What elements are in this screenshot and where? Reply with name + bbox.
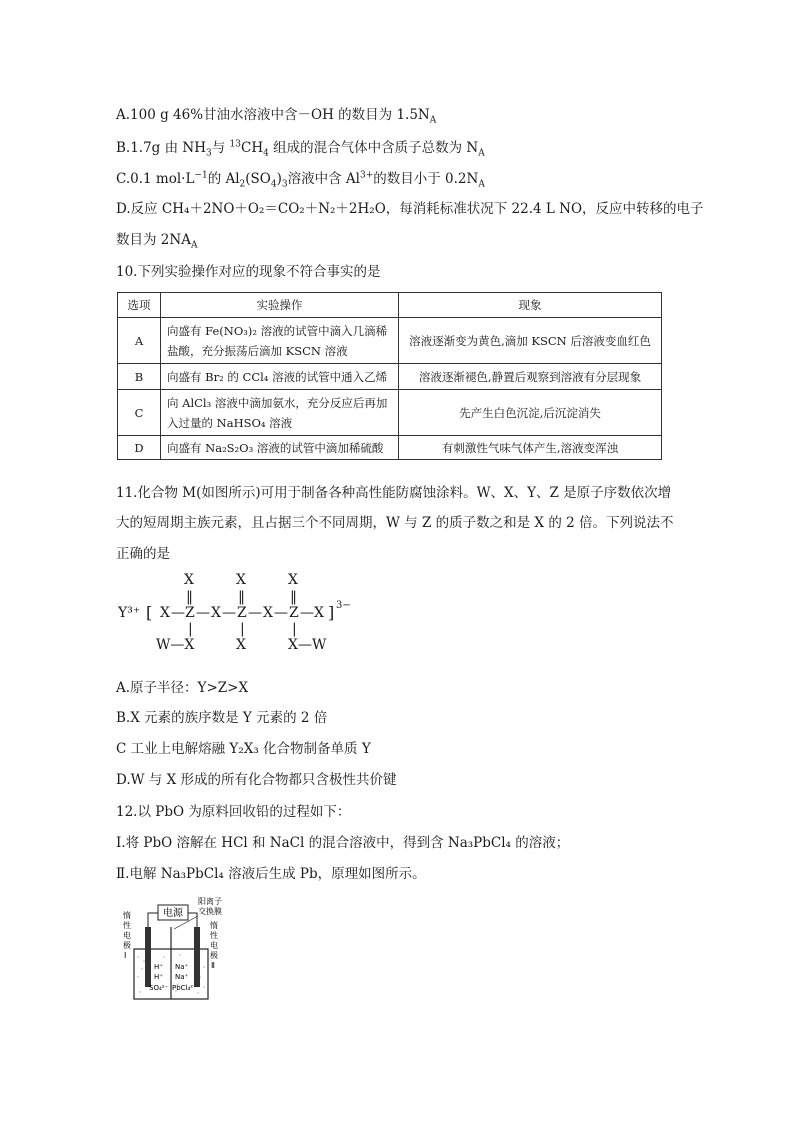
- left-label-char: Ⅰ: [124, 951, 127, 960]
- subscript: A: [478, 179, 485, 190]
- subscript: 2: [239, 179, 246, 190]
- double-bond-1: ‖: [186, 589, 193, 605]
- experiment-table: [117, 292, 662, 460]
- wire-right: [188, 913, 197, 927]
- row-option: B: [118, 364, 161, 390]
- single-bond-1: |: [188, 621, 193, 637]
- ion-label: H⁺: [154, 963, 163, 971]
- electrode-i: [145, 927, 151, 987]
- single-bond-2: |: [240, 621, 245, 637]
- chain-bond: —: [171, 605, 185, 621]
- q12-stem: [116, 800, 350, 820]
- header-phenomenon: 现象: [399, 293, 662, 318]
- text: D.W 与 X 形成的所有化合物都只含极性共价键: [116, 772, 397, 788]
- bottom-w-x: W—X: [156, 637, 195, 653]
- chain-bond: —: [196, 605, 210, 621]
- text: A.原子半径：Y>Z>X: [116, 680, 249, 696]
- membrane-label-2: 交换膜: [198, 907, 222, 916]
- row-option: D: [118, 436, 161, 460]
- row-phenomenon: 有刺激性气味气体产生,溶液变浑浊: [399, 436, 662, 460]
- electrolysis-figure: [118, 897, 228, 1002]
- row-phenomenon: 先产生白色沉淀,后沉淀消失: [399, 390, 662, 436]
- q11-option-a: [116, 676, 248, 696]
- subscript: 3: [281, 179, 288, 190]
- bottom-x-w: X—W: [288, 637, 327, 653]
- left-label-char: 惰: [123, 911, 131, 920]
- text: 组成的混合气体中含质子总数为 N: [268, 140, 479, 156]
- chain-z-1: Z: [185, 605, 195, 621]
- row-phenomenon: 溶液逐渐变为黄色,滴加 KSCN 后溶液变血红色: [399, 318, 662, 364]
- text: (SO: [245, 171, 271, 187]
- left-label-char: 极: [123, 941, 131, 950]
- text: 11.化合物 M(如图所示)可用于制备各种高性能防腐蚀涂料。W、X、Y、Z 是原子序数依次增: [116, 485, 672, 501]
- electrolysis-diagram: [118, 897, 228, 1002]
- q11-stem-line2: [116, 511, 674, 531]
- q12-step1: [116, 831, 569, 851]
- header-operation: 实验操作: [161, 293, 399, 318]
- text: Ⅰ.将 PbO 溶解在 HCl 和 NaCl 的混合溶液中，得到含 Na₃PbCl₄ 的溶液；: [116, 835, 570, 851]
- compound-m-structure: [118, 570, 358, 656]
- table-row: [118, 364, 662, 390]
- electrode-ii: [194, 927, 200, 987]
- right-label-char: Ⅱ: [211, 961, 215, 970]
- power-label: 电源: [163, 908, 183, 919]
- subscript: A: [478, 148, 485, 159]
- chain-bond: —: [222, 605, 236, 621]
- text: CH: [240, 140, 264, 156]
- q9-option-c: [116, 167, 485, 190]
- membrane-label-1: 阳离子: [198, 897, 222, 906]
- text: ): [276, 171, 282, 187]
- table-row: [118, 390, 662, 436]
- text: 10.下列实验操作对应的现象不符合事实的是: [116, 264, 381, 280]
- chain-z-3: Z: [289, 605, 299, 621]
- header-option: 选项: [118, 293, 161, 318]
- q12-step2: [116, 862, 426, 882]
- q9-option-d-line1: [116, 197, 704, 217]
- charge: 3−: [336, 600, 351, 611]
- wire-left: [148, 913, 158, 927]
- chain-x-3: X: [263, 605, 273, 621]
- q9-option-a: [116, 103, 437, 126]
- row-option: A: [118, 318, 161, 364]
- right-label-char: 惰: [210, 921, 218, 930]
- subscript: A: [429, 115, 437, 126]
- chain-bond: —: [274, 605, 288, 621]
- q10-stem: [116, 260, 380, 280]
- q11-stem-line3: [116, 542, 170, 562]
- text: 数目为 2NA: [116, 232, 191, 248]
- text: C 工业上电解熔融 Y₂X₃ 化合物制备单质 Y: [116, 741, 371, 757]
- double-bond-3: ‖: [290, 589, 297, 605]
- superscript: −1: [194, 170, 208, 181]
- subscript: 3: [206, 148, 212, 159]
- superscript: 3+: [359, 170, 374, 181]
- text: Ⅱ.电解 Na₃PbCl₄ 溶液后生成 Pb，原理如图所示。: [116, 866, 426, 882]
- chain-x-1: X: [160, 605, 170, 621]
- row-option: C: [118, 390, 161, 436]
- close-bracket: ]: [328, 603, 335, 622]
- subscript: 4: [270, 179, 277, 190]
- ion-label: Na⁺: [175, 973, 189, 981]
- q9-option-b: [116, 136, 485, 159]
- bottom-x: X: [236, 637, 246, 653]
- ion-label: SO₄²⁻: [149, 984, 169, 992]
- subscript: A: [190, 240, 198, 251]
- table-header-row: [118, 293, 662, 318]
- table-row: [118, 436, 662, 460]
- left-label-char: 性: [123, 921, 131, 930]
- chain-bond: —: [248, 605, 262, 621]
- ion-label: H⁺: [154, 973, 163, 981]
- text: D.反应 CH₄＋2NO＋O₂＝CO₂＋N₂＋2H₂O，每消耗标准状况下 22.4 L NO，反应中转移的电子: [116, 201, 704, 217]
- ion-label: Na⁺: [175, 963, 189, 971]
- ion-label: PbCl₄²⁻: [172, 984, 197, 992]
- q9-option-d-line2: [116, 228, 198, 251]
- q11-stem-line1: [116, 481, 671, 501]
- top-x-1: X: [184, 572, 194, 588]
- open-bracket: [: [146, 603, 153, 622]
- text: 溶液中含 Al: [287, 171, 360, 187]
- cation-y: Y³⁺: [118, 605, 141, 621]
- row-operation: 向盛有 Br₂ 的 CCl₄ 溶液的试管中通入乙烯: [161, 364, 399, 390]
- row-operation: 向 AlCl₃ 溶液中滴加氨水，充分反应后再加入过量的 NaHSO₄ 溶液: [161, 390, 399, 436]
- text: B.X 元素的族序数是 Y 元素的 2 倍: [116, 710, 328, 726]
- q9-option-a-text: A.100 g 46%甘油水溶液中含－OH 的数目为 1.5N: [116, 107, 430, 123]
- q11-option-b: [116, 706, 327, 726]
- top-x-3: X: [288, 572, 298, 588]
- text: 与: [211, 140, 230, 156]
- superscript: 13: [229, 139, 241, 150]
- text: 12.以 PbO 为原料回收铅的过程如下：: [116, 804, 351, 820]
- chain-z-2: Z: [237, 605, 247, 621]
- row-operation: 向盛有 Fe(NO₃)₂ 溶液的试管中滴入几滴稀盐酸，充分振荡后滴加 KSCN 溶液: [161, 318, 399, 364]
- text: 的数目小于 0.2N: [373, 171, 479, 187]
- row-operation: 向盛有 Na₂S₂O₃ 溶液的试管中滴加稀硫酸: [161, 436, 399, 460]
- table-row: [118, 318, 662, 364]
- top-x-2: X: [236, 572, 246, 588]
- double-bond-2: ‖: [238, 589, 245, 605]
- chain-x-4: X: [314, 605, 324, 621]
- text: 正确的是: [116, 546, 170, 562]
- text: 大的短周期主族元素，且占据三个不同周期，W 与 Z 的质子数之和是 X 的 2 倍。下列说法不: [116, 515, 674, 531]
- right-label-char: 电: [210, 941, 218, 950]
- row-phenomenon: 溶液逐渐褪色,静置后观察到溶液有分层现象: [399, 364, 662, 390]
- chain-x-2: X: [211, 605, 221, 621]
- right-label-char: 性: [210, 931, 218, 940]
- q11-option-c: [116, 737, 371, 757]
- text: B.1.7g 由 NH: [116, 140, 206, 156]
- single-bond-3: |: [292, 621, 297, 637]
- text: 的 Al: [207, 171, 240, 187]
- left-label-char: 电: [123, 931, 131, 940]
- right-label-char: 极: [210, 951, 218, 960]
- chain-bond: —: [300, 605, 314, 621]
- text: C.0.1 mol·L: [116, 171, 195, 187]
- q11-option-d: [116, 768, 397, 788]
- subscript: 4: [263, 148, 269, 159]
